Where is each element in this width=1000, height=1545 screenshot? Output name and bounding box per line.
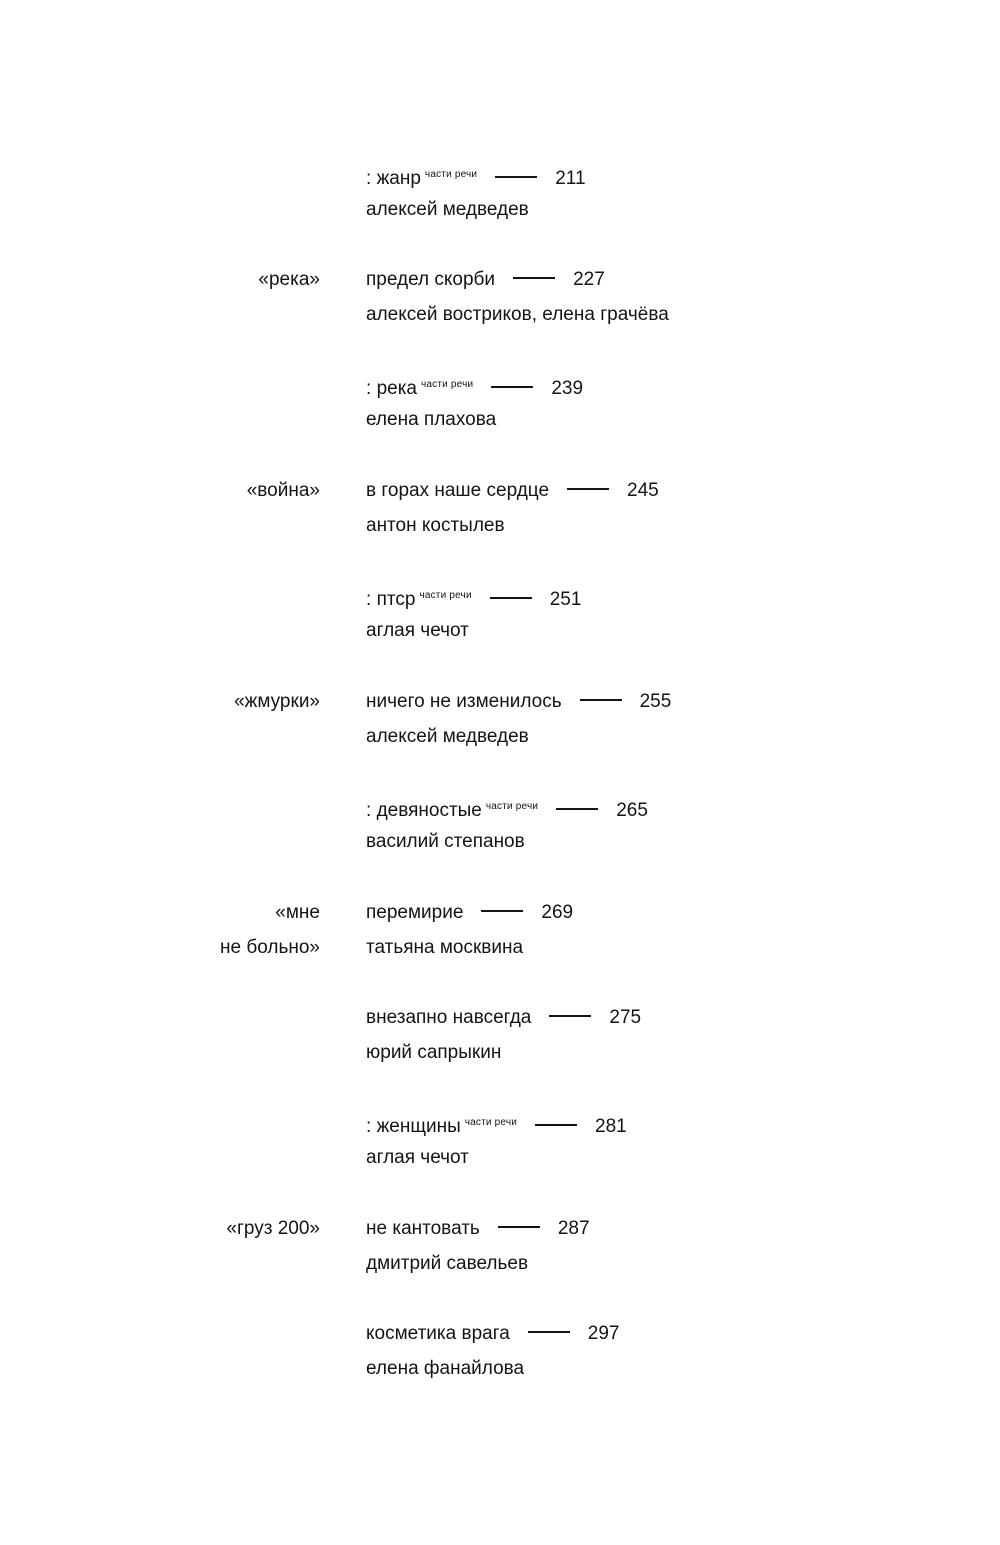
dash-divider <box>481 910 523 912</box>
entry-prefix: : <box>366 378 377 399</box>
page-number: 269 <box>541 902 574 923</box>
page-number: 211 <box>555 168 586 189</box>
dash-divider <box>528 1331 570 1333</box>
dash-divider <box>495 176 537 178</box>
page-number: 255 <box>639 691 672 712</box>
entry-title: птср <box>376 589 416 610</box>
page-number: 275 <box>609 1007 642 1028</box>
entry-author: елена плахова <box>366 409 497 430</box>
entry-title-line <box>366 473 659 508</box>
entry-title-line <box>366 1211 590 1246</box>
toc-entry <box>0 1316 1000 1396</box>
film-label: «мне не больно» <box>220 902 320 958</box>
entry-title-line <box>366 895 573 930</box>
entry-author: юрий сапрыкин <box>366 1042 502 1063</box>
toc-entry <box>0 473 1000 553</box>
entry-title: река <box>376 378 417 399</box>
page-number: 265 <box>616 800 648 821</box>
entry-superscript: части речи <box>419 590 472 601</box>
dash-divider <box>513 277 555 279</box>
entry-title: девяностые <box>376 800 482 821</box>
entry-title: внезапно навсегда <box>366 1007 532 1028</box>
entry-author: аглая чечот <box>366 620 469 641</box>
film-label: «груз 200» <box>226 1218 320 1239</box>
entry-author: василий степанов <box>366 831 525 852</box>
page-number: 239 <box>551 378 584 399</box>
page-number: 251 <box>549 589 582 610</box>
dash-divider <box>490 597 532 599</box>
page-number: 281 <box>595 1116 627 1137</box>
entry-title: жанр <box>376 168 421 189</box>
entry-author: аглая чечот <box>366 1147 469 1168</box>
toc-entry <box>0 684 1000 764</box>
entry-title-line <box>366 367 583 402</box>
entry-title: не кантовать <box>366 1218 480 1239</box>
entry-author: антон костылев <box>366 515 505 536</box>
dash-divider <box>549 1015 591 1017</box>
entry-prefix: : <box>366 589 377 610</box>
film-label: «жмурки» <box>234 691 320 712</box>
entry-title: женщины <box>376 1116 461 1137</box>
dash-divider <box>498 1226 540 1228</box>
toc-entry <box>0 789 1000 869</box>
entry-title-line <box>366 1316 620 1351</box>
entry-title: перемирие <box>366 902 464 923</box>
entry-superscript: части речи <box>464 1117 518 1128</box>
entry-superscript: части речи <box>485 801 539 812</box>
entry-title-line <box>366 1000 641 1035</box>
film-label: «река» <box>258 269 320 290</box>
toc-entry <box>0 1211 1000 1291</box>
toc-entry <box>0 895 1000 975</box>
entry-author: алексей медведев <box>366 199 529 220</box>
entry-title-line <box>366 157 586 192</box>
dash-divider <box>567 488 609 490</box>
entry-title-line <box>366 789 648 824</box>
dash-divider <box>491 386 533 388</box>
entry-author: дмитрий савельев <box>366 1253 529 1274</box>
entry-superscript: части речи <box>424 169 478 180</box>
entry-title-line <box>366 684 671 719</box>
entry-title-line <box>366 262 605 297</box>
entry-prefix: : <box>366 1116 377 1137</box>
entry-superscript: части речи <box>421 379 474 390</box>
entry-title: в горах наше сердце <box>366 480 550 501</box>
toc-entry <box>0 262 1000 342</box>
toc-entry <box>0 157 1000 237</box>
dash-divider <box>535 1124 577 1126</box>
toc-entry <box>0 1000 1000 1080</box>
entry-author: алексей востриков, елена грачёва <box>366 304 669 325</box>
entry-title: предел скорби <box>366 269 496 290</box>
page-number: 227 <box>573 269 605 290</box>
entry-title-line <box>366 578 581 613</box>
entry-prefix: : <box>366 168 377 189</box>
entry-title: ничего не изменилось <box>366 691 562 712</box>
entry-title-line <box>366 1105 627 1140</box>
entry-title: косметика врага <box>366 1323 510 1344</box>
toc-entry <box>0 367 1000 447</box>
dash-divider <box>556 808 598 810</box>
page-number: 245 <box>627 480 659 501</box>
toc-entry <box>0 578 1000 658</box>
entry-author: алексей медведев <box>366 726 529 747</box>
page-number: 287 <box>557 1218 590 1239</box>
dash-divider <box>580 699 622 701</box>
page-number: 297 <box>587 1323 620 1344</box>
toc-entry <box>0 1105 1000 1185</box>
entry-author: елена фанайлова <box>366 1358 525 1379</box>
entry-author: татьяна москвина <box>366 937 524 958</box>
film-label: «война» <box>246 480 320 501</box>
entry-prefix: : <box>366 800 377 821</box>
